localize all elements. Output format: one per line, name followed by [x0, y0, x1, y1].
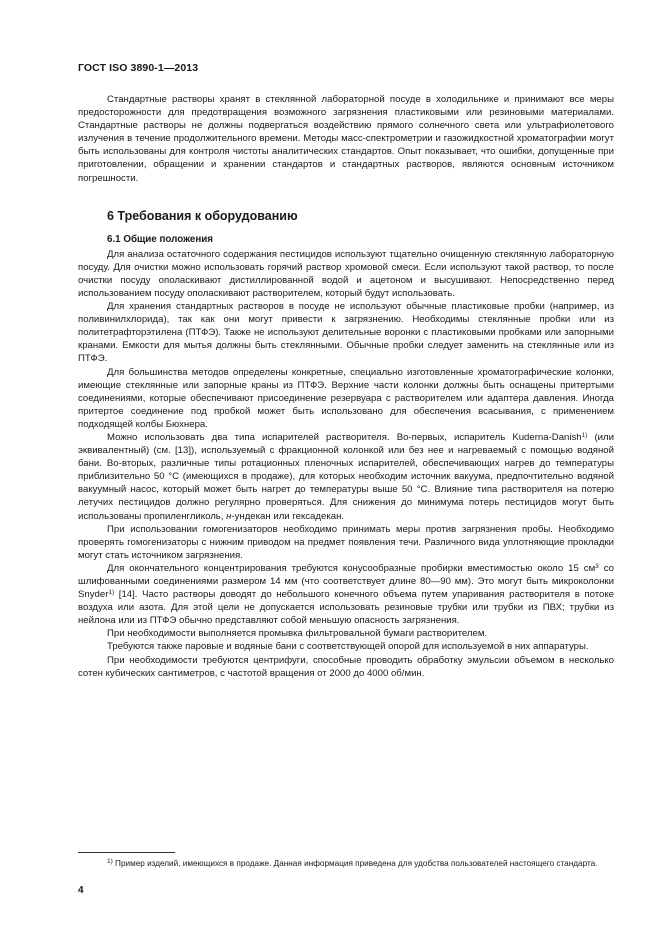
paragraph-columns: Для большинства методов определены конкретные, специально изготовленные хроматографические колонки, имеющие стеклянные или запорные краны из ПТФЭ. Верхние части колонки должны быть оснащены притертыми соединениями, которые обеспечивают присоединение резервуара с растворителем или адаптера давления. Иногда притертое соединение под пробкой может быть использовано для обеспечения всасывания, с применением подходящей колбы Бюхнера. — [78, 366, 614, 430]
footnote-body: Пример изделий, имеющихся в продаже. Данная информация приведена для удобства пользователей настоящего стандарта. — [112, 859, 598, 868]
text-run: (или эквивалентный) (см. [13]), используемый с фракционной колонкой или без нее и нагреваемый с помощью водяной бани. Во-вторых, различные типы ротационных пленочных испарителей, обеспечивающих нагрев до температуры приблизительно 50 °С (имеющихся в продаже), для которых необходим источник вакуума, предпочтительно водяной вакуумный насос, который может быть нагрет до температуры выше 50 °С. Влияние типа растворителя на потерю летучих пестицидов должно регулярно проверяться. Для снижения до минимума потерь пестицидов могут быть использованы пропиленгликоль, — [78, 431, 614, 522]
document-header: ГОСТ ISO 3890-1—2013 — [78, 62, 199, 74]
footnote — [78, 858, 614, 870]
paragraph-baths: Требуются также паровые и водяные бани с соответствующей опорой для используемой в них аппаратуры. — [107, 641, 589, 653]
text-run: Для окончательного концентрирования требуются конусообразные пробирки вместимостью около 15 см — [107, 562, 596, 574]
italic-text: н — [226, 510, 232, 522]
footnote-ref: 1) — [581, 431, 588, 439]
text-run: Можно использовать два типа испарителей растворителя. Во-первых, испаритель Kuderna-Danish — [107, 431, 582, 443]
paragraph-concentration — [78, 562, 614, 627]
text-run: со шлифованными соединениями размером 14 мм (что соответствует длине 80—90 мм). Это могут быть микроколонки Snyder — [78, 562, 614, 601]
section-title: 6 Требования к оборудованию — [107, 208, 298, 223]
superscript: 3 — [595, 562, 599, 570]
paragraph-evaporators — [78, 431, 614, 523]
footnote-ref: 1) — [108, 589, 115, 597]
paragraph-homogenizers: При использовании гомогенизаторов необходимо принимать меры против загрязнения пробы. Необходимо проверять гомогенизаторы с нижним приводом на предмет появления течи. Различного вида уплотняющие прокладки могут стать источником загрязнения. — [78, 523, 614, 561]
footnote-text — [78, 858, 614, 870]
intro-paragraph: Стандартные растворы хранят в стеклянной лабораторной посуде в холодильнике и принимают все меры предосторожности для предотвращения возможного загрязнения пластиковыми или резиновыми материалами. Стандартные растворы не должны подвергаться воздействию прямого солнечного света или ультрафиолетового излучения в течение продолжительного времени. Методы масс-спектрометрии и газожидкостной хроматографии могут быть использованы для контроля чистоты аналитических стандартов. Опыт показывает, что ошибки, допущенные при приготовлении, обращении и хранении стандартов и стандартных растворов, являются основным источником погрешности. — [78, 94, 614, 184]
paragraph-glassware: Для анализа остаточного содержания пестицидов используют тщательно очищенную стеклянную лабораторную посуду. Для очистки можно использовать горячий раствор хромовой смеси. Если используют такой раствор, то после очистки посуду ополаскивают дистиллированной водой и ацетоном и высушивают. Непосредственно перед использованием посуду ополаскивают растворителем, который будут использовать. — [78, 248, 614, 299]
text-run: [14]. Часто растворы доводят до небольшого конечного объема путем упаривания растворителя в потоке воздуха или азота. Для этой цели не допускается использовать резиновые трубки или трубки из ПВХ; трубки из нейлона или из ПТФЭ обычно представляют собой меньшую опасность загрязнения. — [78, 589, 614, 627]
footnote-divider — [78, 852, 175, 853]
page-number: 4 — [78, 885, 84, 896]
footnote-marker: 1) — [107, 858, 113, 865]
document-body — [78, 93, 614, 680]
paragraph-filter-paper: При необходимости выполняется промывка фильтровальной бумаги растворителем. — [107, 628, 488, 640]
paragraph-stoppers: Для хранения стандартных растворов в посуде не используют обычные пластиковые пробки (например, из поливинилхлорида), так как они могут привести к загрязнению. Необходимы стеклянные пробки или из политетрафторэтилена (ПТФЭ). Также не используют делительные воронки с пластиковыми пробками или запорными кранами. Емкости для мытья должны быть стеклянными. Обычные пробки следует заменить на стеклянные или из ПТФЭ. — [78, 301, 614, 365]
subsection-title: 6.1 Общие положения — [107, 233, 214, 245]
paragraph-centrifuges: При необходимости требуются центрифуги, способные проводить обработку эмульсии объемом в несколько сотен кубических сантиметров, с частотой вращения от 2000 до 4000 об/мин. — [78, 654, 614, 679]
text-run: -ундекан или гексадекан. — [231, 510, 345, 522]
